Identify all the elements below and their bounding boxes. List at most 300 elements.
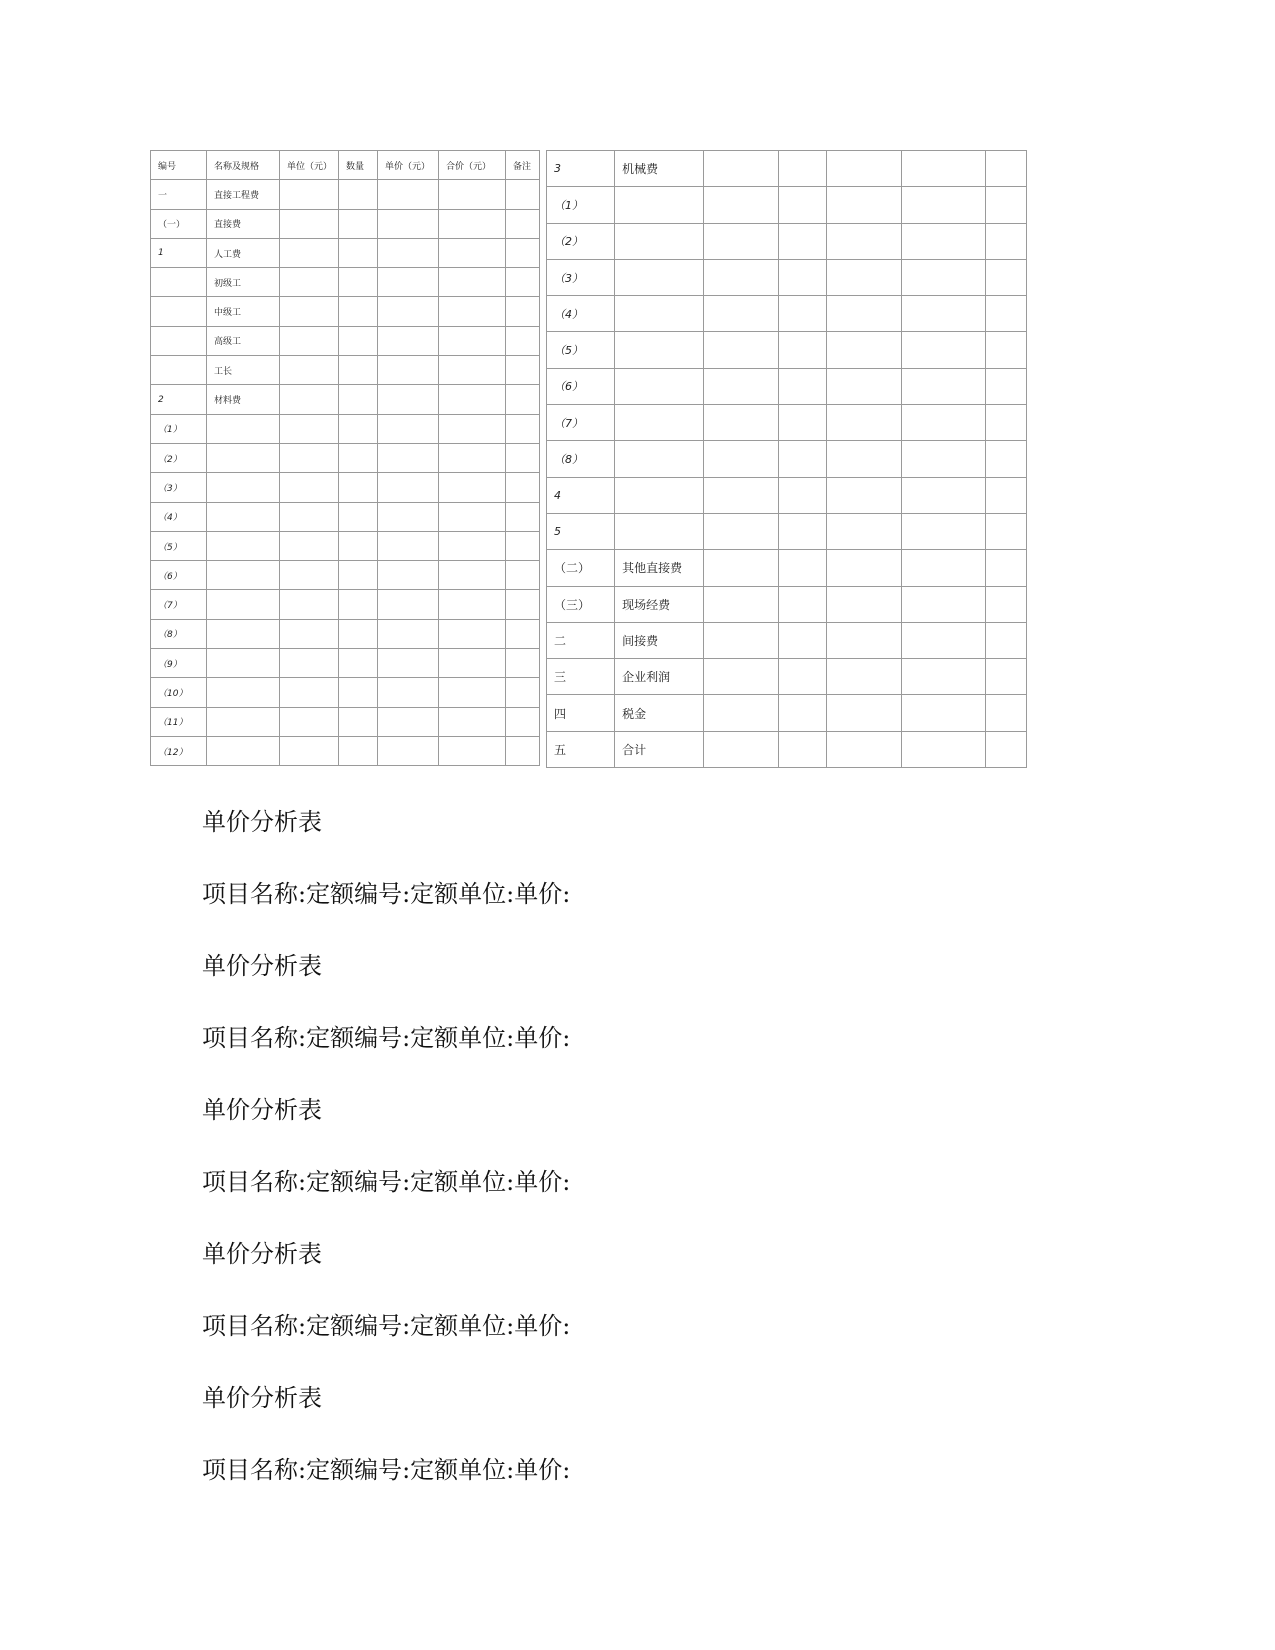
empty-cell <box>280 209 339 238</box>
empty-cell <box>985 223 1026 259</box>
row-number-cell: （一） <box>151 209 207 238</box>
table-row <box>547 405 1027 441</box>
empty-cell <box>985 695 1026 731</box>
item-name-cell: 直接工程费 <box>207 180 280 209</box>
empty-cell <box>901 223 985 259</box>
empty-cell <box>779 477 826 513</box>
table-row <box>151 385 540 414</box>
empty-cell <box>339 356 378 385</box>
item-name-cell: 高级工 <box>207 326 280 355</box>
table-row <box>151 238 540 267</box>
empty-cell <box>826 622 901 658</box>
empty-cell <box>985 622 1026 658</box>
empty-cell <box>826 405 901 441</box>
empty-cell <box>339 473 378 502</box>
empty-cell <box>339 297 378 326</box>
item-name-cell: 合计 <box>615 731 704 767</box>
empty-cell <box>779 441 826 477</box>
row-number-cell: （1） <box>547 187 615 223</box>
row-number-cell: （4） <box>151 502 207 531</box>
empty-cell <box>826 151 901 187</box>
empty-cell <box>985 477 1026 513</box>
empty-cell <box>901 441 985 477</box>
price-analysis-table-image <box>150 150 1027 767</box>
empty-cell <box>439 502 506 531</box>
row-number-cell: 3 <box>547 151 615 187</box>
row-number-cell: 四 <box>547 695 615 731</box>
empty-cell <box>985 151 1026 187</box>
table-row <box>151 736 540 765</box>
item-name-cell <box>615 477 704 513</box>
table-row <box>151 619 540 648</box>
empty-cell <box>339 180 378 209</box>
empty-cell <box>378 649 439 678</box>
empty-cell <box>339 326 378 355</box>
empty-cell <box>439 238 506 267</box>
empty-cell <box>704 332 779 368</box>
empty-cell <box>439 561 506 590</box>
empty-cell <box>280 707 339 736</box>
empty-cell <box>339 678 378 707</box>
table-row <box>547 731 1027 767</box>
table-row <box>151 297 540 326</box>
header-cell: 备注 <box>506 151 540 180</box>
empty-cell <box>378 707 439 736</box>
empty-cell <box>378 209 439 238</box>
empty-cell <box>280 649 339 678</box>
item-name-cell: 企业利润 <box>615 659 704 695</box>
right-table-body <box>547 151 1027 768</box>
empty-cell <box>339 268 378 297</box>
row-number-cell <box>151 326 207 355</box>
section-title: 单价分析表 <box>202 1096 322 1124</box>
empty-cell <box>378 619 439 648</box>
empty-cell <box>779 259 826 295</box>
table-row <box>547 151 1027 187</box>
table-row <box>547 550 1027 586</box>
empty-cell <box>339 707 378 736</box>
table-row <box>547 513 1027 549</box>
empty-cell <box>339 502 378 531</box>
empty-cell <box>704 550 779 586</box>
row-number-cell: （8） <box>151 619 207 648</box>
header-cell: 名称及规格 <box>207 151 280 180</box>
row-number-cell: （2） <box>151 443 207 472</box>
item-name-cell <box>207 736 280 765</box>
table-header-row <box>151 151 540 180</box>
empty-cell <box>901 296 985 332</box>
table-row <box>151 561 540 590</box>
empty-cell <box>439 678 506 707</box>
empty-cell <box>704 586 779 622</box>
empty-cell <box>506 414 540 443</box>
item-name-cell <box>615 405 704 441</box>
empty-cell <box>704 368 779 404</box>
row-number-cell: （6） <box>547 368 615 404</box>
empty-cell <box>339 209 378 238</box>
empty-cell <box>280 414 339 443</box>
item-name-cell: 初级工 <box>207 268 280 297</box>
row-number-cell: （5） <box>547 332 615 368</box>
left-table-body <box>151 151 540 766</box>
item-name-cell <box>207 531 280 560</box>
empty-cell <box>779 586 826 622</box>
row-number-cell: 五 <box>547 731 615 767</box>
empty-cell <box>506 619 540 648</box>
empty-cell <box>378 531 439 560</box>
item-name-cell <box>615 332 704 368</box>
empty-cell <box>378 414 439 443</box>
empty-cell <box>704 296 779 332</box>
item-name-cell <box>207 414 280 443</box>
header-cell: 单位（元） <box>280 151 339 180</box>
empty-cell <box>439 443 506 472</box>
table-row <box>547 259 1027 295</box>
empty-cell <box>985 731 1026 767</box>
empty-cell <box>378 736 439 765</box>
item-name-cell <box>615 187 704 223</box>
row-number-cell: 1 <box>151 238 207 267</box>
row-number-cell: （1） <box>151 414 207 443</box>
empty-cell <box>339 531 378 560</box>
table-row <box>151 473 540 502</box>
row-number-cell: （11） <box>151 707 207 736</box>
empty-cell <box>985 659 1026 695</box>
item-name-cell <box>207 561 280 590</box>
empty-cell <box>378 268 439 297</box>
empty-cell <box>901 332 985 368</box>
empty-cell <box>280 590 339 619</box>
empty-cell <box>985 513 1026 549</box>
header-cell: 数量 <box>339 151 378 180</box>
empty-cell <box>439 736 506 765</box>
empty-cell <box>280 473 339 502</box>
item-name-cell: 中级工 <box>207 297 280 326</box>
empty-cell <box>506 238 540 267</box>
empty-cell <box>704 622 779 658</box>
item-name-cell: 机械费 <box>615 151 704 187</box>
row-number-cell: （10） <box>151 678 207 707</box>
table-row <box>547 622 1027 658</box>
item-name-cell: 工长 <box>207 356 280 385</box>
table-row <box>547 586 1027 622</box>
table-row <box>151 356 540 385</box>
item-name-cell: 间接费 <box>615 622 704 658</box>
section-title: 单价分析表 <box>202 952 322 980</box>
item-name-cell <box>207 473 280 502</box>
header-cell: 编号 <box>151 151 207 180</box>
table-row <box>547 296 1027 332</box>
empty-cell <box>901 513 985 549</box>
item-name-cell: 税金 <box>615 695 704 731</box>
empty-cell <box>985 259 1026 295</box>
empty-cell <box>506 707 540 736</box>
empty-cell <box>901 477 985 513</box>
row-number-cell: （8） <box>547 441 615 477</box>
empty-cell <box>901 659 985 695</box>
empty-cell <box>826 550 901 586</box>
row-number-cell: 三 <box>547 659 615 695</box>
empty-cell <box>704 659 779 695</box>
header-cell: 合价（元） <box>439 151 506 180</box>
empty-cell <box>339 561 378 590</box>
empty-cell <box>280 561 339 590</box>
empty-cell <box>704 187 779 223</box>
empty-cell <box>826 586 901 622</box>
empty-cell <box>339 414 378 443</box>
row-number-cell: 4 <box>547 477 615 513</box>
empty-cell <box>826 259 901 295</box>
item-name-cell: 直接费 <box>207 209 280 238</box>
item-name-cell <box>207 590 280 619</box>
section-meta-line: 项目名称:定额编号:定额单位:单价: <box>202 880 571 908</box>
empty-cell <box>378 561 439 590</box>
row-number-cell: （3） <box>151 473 207 502</box>
empty-cell <box>280 736 339 765</box>
empty-cell <box>901 586 985 622</box>
empty-cell <box>506 531 540 560</box>
empty-cell <box>506 268 540 297</box>
empty-cell <box>439 619 506 648</box>
empty-cell <box>901 731 985 767</box>
empty-cell <box>704 259 779 295</box>
empty-cell <box>280 531 339 560</box>
section-title: 单价分析表 <box>202 1240 322 1268</box>
empty-cell <box>985 405 1026 441</box>
empty-cell <box>280 180 339 209</box>
item-name-cell <box>615 368 704 404</box>
item-name-cell <box>615 296 704 332</box>
empty-cell <box>779 332 826 368</box>
item-name-cell: 现场经费 <box>615 586 704 622</box>
empty-cell <box>280 326 339 355</box>
empty-cell <box>280 443 339 472</box>
empty-cell <box>704 695 779 731</box>
empty-cell <box>439 180 506 209</box>
empty-cell <box>280 356 339 385</box>
table-row <box>151 502 540 531</box>
section-meta-line: 项目名称:定额编号:定额单位:单价: <box>202 1024 571 1052</box>
empty-cell <box>439 209 506 238</box>
row-number-cell: （二） <box>547 550 615 586</box>
empty-cell <box>779 695 826 731</box>
row-number-cell <box>151 297 207 326</box>
empty-cell <box>901 187 985 223</box>
empty-cell <box>901 368 985 404</box>
empty-cell <box>826 477 901 513</box>
table-row <box>151 531 540 560</box>
empty-cell <box>704 513 779 549</box>
empty-cell <box>439 649 506 678</box>
empty-cell <box>704 223 779 259</box>
item-name-cell <box>207 649 280 678</box>
row-number-cell: （6） <box>151 561 207 590</box>
row-number-cell: （3） <box>547 259 615 295</box>
section-title: 单价分析表 <box>202 808 322 836</box>
empty-cell <box>985 550 1026 586</box>
empty-cell <box>826 513 901 549</box>
empty-cell <box>439 297 506 326</box>
empty-cell <box>901 695 985 731</box>
table-row <box>547 223 1027 259</box>
empty-cell <box>985 332 1026 368</box>
item-name-cell <box>207 678 280 707</box>
header-cell: 单价（元） <box>378 151 439 180</box>
empty-cell <box>506 297 540 326</box>
table-row <box>547 477 1027 513</box>
empty-cell <box>506 326 540 355</box>
item-name-cell <box>207 502 280 531</box>
empty-cell <box>280 619 339 648</box>
empty-cell <box>826 296 901 332</box>
empty-cell <box>339 385 378 414</box>
section-meta-line: 项目名称:定额编号:定额单位:单价: <box>202 1312 571 1340</box>
empty-cell <box>378 326 439 355</box>
empty-cell <box>901 405 985 441</box>
empty-cell <box>704 441 779 477</box>
table-row <box>547 187 1027 223</box>
empty-cell <box>439 326 506 355</box>
table-row <box>151 326 540 355</box>
empty-cell <box>378 502 439 531</box>
item-name-cell: 材料费 <box>207 385 280 414</box>
empty-cell <box>901 151 985 187</box>
empty-cell <box>985 296 1026 332</box>
row-number-cell: （7） <box>547 405 615 441</box>
empty-cell <box>506 180 540 209</box>
empty-cell <box>901 622 985 658</box>
empty-cell <box>378 297 439 326</box>
table-row <box>151 209 540 238</box>
item-name-cell <box>207 443 280 472</box>
empty-cell <box>439 473 506 502</box>
empty-cell <box>506 649 540 678</box>
table-row <box>151 268 540 297</box>
empty-cell <box>704 151 779 187</box>
row-number-cell <box>151 268 207 297</box>
empty-cell <box>826 368 901 404</box>
empty-cell <box>704 477 779 513</box>
empty-cell <box>439 590 506 619</box>
empty-cell <box>439 268 506 297</box>
item-name-cell: 其他直接费 <box>615 550 704 586</box>
empty-cell <box>339 649 378 678</box>
row-number-cell: （9） <box>151 649 207 678</box>
empty-cell <box>280 502 339 531</box>
empty-cell <box>339 443 378 472</box>
empty-cell <box>826 441 901 477</box>
empty-cell <box>339 590 378 619</box>
empty-cell <box>779 223 826 259</box>
table-row <box>151 678 540 707</box>
empty-cell <box>826 187 901 223</box>
row-number-cell: （4） <box>547 296 615 332</box>
empty-cell <box>704 731 779 767</box>
empty-cell <box>779 405 826 441</box>
empty-cell <box>901 550 985 586</box>
empty-cell <box>339 619 378 648</box>
empty-cell <box>339 238 378 267</box>
empty-cell <box>280 238 339 267</box>
table-row <box>547 441 1027 477</box>
item-name-cell <box>615 513 704 549</box>
row-number-cell: （2） <box>547 223 615 259</box>
empty-cell <box>779 659 826 695</box>
table-row <box>547 332 1027 368</box>
empty-cell <box>779 513 826 549</box>
empty-cell <box>826 731 901 767</box>
empty-cell <box>826 659 901 695</box>
price-analysis-table-right <box>546 150 1027 768</box>
empty-cell <box>439 531 506 560</box>
empty-cell <box>378 385 439 414</box>
table-row <box>547 659 1027 695</box>
empty-cell <box>506 385 540 414</box>
table-row <box>151 443 540 472</box>
empty-cell <box>506 736 540 765</box>
empty-cell <box>779 187 826 223</box>
row-number-cell: （5） <box>151 531 207 560</box>
empty-cell <box>339 736 378 765</box>
empty-cell <box>378 356 439 385</box>
table-row <box>547 368 1027 404</box>
table-row <box>151 590 540 619</box>
empty-cell <box>506 473 540 502</box>
empty-cell <box>826 223 901 259</box>
empty-cell <box>506 443 540 472</box>
row-number-cell: 一 <box>151 180 207 209</box>
section-meta-line: 项目名称:定额编号:定额单位:单价: <box>202 1168 571 1196</box>
empty-cell <box>985 187 1026 223</box>
empty-cell <box>378 180 439 209</box>
item-name-cell <box>207 707 280 736</box>
table-row <box>151 707 540 736</box>
empty-cell <box>280 268 339 297</box>
empty-cell <box>378 473 439 502</box>
empty-cell <box>506 209 540 238</box>
item-name-cell <box>615 223 704 259</box>
empty-cell <box>506 561 540 590</box>
empty-cell <box>506 678 540 707</box>
empty-cell <box>280 297 339 326</box>
empty-cell <box>439 356 506 385</box>
row-number-cell: 2 <box>151 385 207 414</box>
empty-cell <box>985 586 1026 622</box>
empty-cell <box>280 678 339 707</box>
section-meta-line: 项目名称:定额编号:定额单位:单价: <box>202 1456 571 1484</box>
empty-cell <box>826 332 901 368</box>
row-number-cell: 5 <box>547 513 615 549</box>
empty-cell <box>378 590 439 619</box>
row-number-cell: （三） <box>547 586 615 622</box>
item-name-cell <box>615 441 704 477</box>
empty-cell <box>779 550 826 586</box>
empty-cell <box>985 441 1026 477</box>
empty-cell <box>506 356 540 385</box>
empty-cell <box>378 443 439 472</box>
empty-cell <box>779 296 826 332</box>
item-name-cell <box>615 259 704 295</box>
table-row <box>151 649 540 678</box>
empty-cell <box>779 368 826 404</box>
row-number-cell <box>151 356 207 385</box>
empty-cell <box>506 502 540 531</box>
empty-cell <box>779 622 826 658</box>
section-title: 单价分析表 <box>202 1384 322 1412</box>
empty-cell <box>378 678 439 707</box>
empty-cell <box>779 731 826 767</box>
price-analysis-table-left <box>150 150 540 766</box>
